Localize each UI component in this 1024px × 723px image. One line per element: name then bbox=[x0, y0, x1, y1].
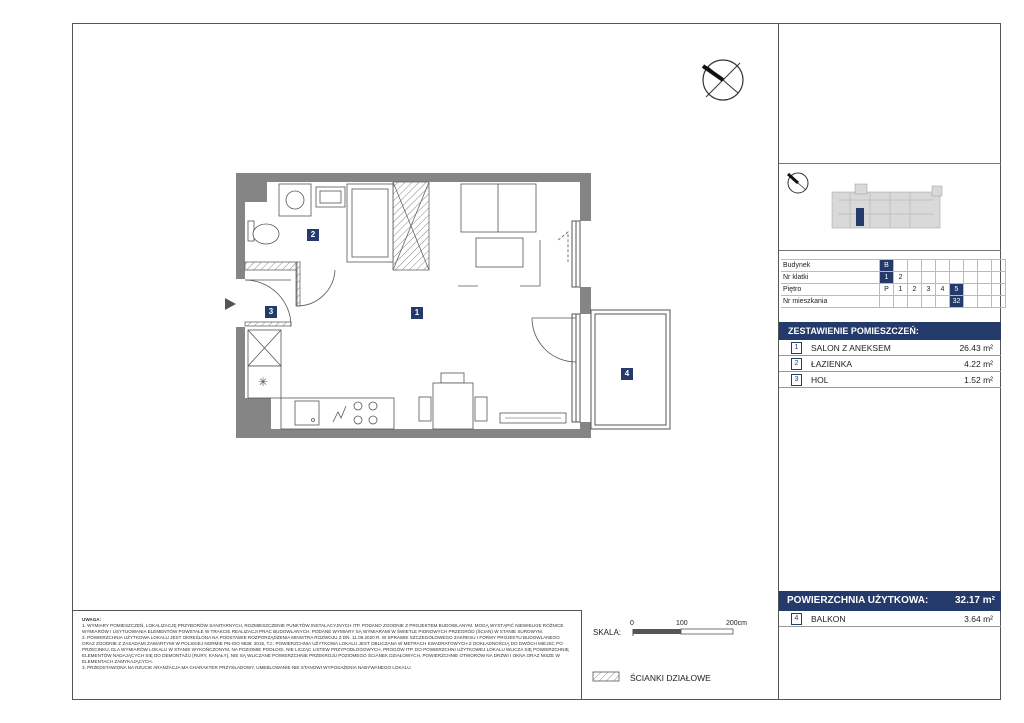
svg-text:✳: ✳ bbox=[258, 375, 269, 389]
mieszkania-label: Nr mieszkania bbox=[781, 296, 880, 308]
klatki-value: 2 bbox=[894, 272, 908, 284]
note-item: 2. POWIERZCHNIA UŻYTKOWA LOKALU JEST OKREŚLONA NA PODSTAWIE ROZPORZĄDZENIA MINISTRA ROZWOJU Z DN. 11.09.2020 R. W SPRAWIE SZCZEGÓŁOWEGO ZAKRESU I FORMY PROJEKTU BUDOWLANEGO ORAZ ZGODNIE Z ZASADAMI ZAWARTYMI W POLSKIEJ NORMIE PN-ISO 9836: 2015, TJ.: POWIERZCHNIA UŻYTKOWA LOKALU JEST OBLICZANA W METRACH KWADRATOWYCH Z DOKŁADNOŚCIĄ DO DWÓCH MIEJSC PO PRZECINKU, DLA WYMIARÓW LOKALU W STANIE WYKOŃCZONYM, NA POZIOMIE PODŁOGI, NIE LICZĄC LISTEW PRZYPODŁOGOWYCH, PROGÓW ITP. DO POWIERZCHNI UŻYTKOWEJ LOKALU WLICZA SIĘ POWIERZCHNIĘ ELEMENTÓW NADAJĄCYCH SIĘ DO DEMONTAŻU (RURY, KANAŁY), NIE SĄ WLICZANE POWIERZCHNIE PRZEKROJU POZIOMEGO ŚCIANEK DZIAŁOWYCH, POWIERZCHNIE OTWORÓW NA DRZWI I OKNA ORAZ NISZE W ELEMENTACH ZAMYKAJĄCYCH. bbox=[82, 635, 569, 664]
table-row bbox=[781, 260, 1006, 272]
list-item bbox=[779, 611, 1001, 627]
mieszkania-value: 32 bbox=[950, 296, 964, 308]
pietro-value: P bbox=[880, 284, 894, 296]
kitchen-counter bbox=[281, 398, 394, 429]
table-row bbox=[781, 284, 1006, 296]
pietro-value: 4 bbox=[936, 284, 950, 296]
scale-bar bbox=[633, 629, 733, 636]
list-item bbox=[779, 372, 1001, 388]
room-name: SALON Z ANEKSEM bbox=[811, 343, 891, 353]
pietro-value: 1 bbox=[894, 284, 908, 296]
list-item bbox=[779, 356, 1001, 372]
room-area: 26.43 m² bbox=[959, 343, 993, 353]
room-label-balcony: 4 bbox=[621, 368, 633, 380]
room-number: 3 bbox=[791, 374, 802, 386]
location-minimap bbox=[788, 173, 942, 228]
room-label-bathroom: 2 bbox=[307, 229, 319, 241]
budynek-label: Budynek bbox=[781, 260, 880, 272]
window bbox=[572, 221, 580, 422]
room-number: 1 bbox=[791, 342, 802, 354]
wardrobe bbox=[248, 330, 281, 398]
note-item: 1. WYMIARY POMIESZCZEŃ, LOKALIZACJĘ PRZYBORÓW SANITARNYCH, ROZMIESZCZENIE PUNKTÓW INSTALACYJNYCH ITP. PODANO ZGODNIE Z PROJEKTEM BUDOWLANYM. MOGĄ WYSTĄPIĆ NIEWIELKIE RÓŻNICE WYMIARÓW I USYTUOWANIA ELEMENTÓW POWSTAŁE W TRAKCIE REALIZACJI PRAC BUDOWLANYCH. PODANE WYMIARY SĄ WYMIARAMI W ŚWIETLE PIONOWYCH PRZEGRÓD (ŚCIAN) W STANIE SUROWYM. bbox=[82, 623, 564, 634]
legend-swatch bbox=[593, 672, 619, 681]
pietro-value: 3 bbox=[922, 284, 936, 296]
table-row bbox=[781, 272, 1006, 284]
pietro-label: Piętro bbox=[781, 284, 880, 296]
table-row bbox=[781, 296, 1006, 308]
total-area-label: POWIERZCHNIA UŻYTKOWA: bbox=[787, 595, 929, 606]
total-area-value: 32.17 m² bbox=[954, 595, 995, 606]
room-label-hall: 3 bbox=[265, 306, 277, 318]
notes-panel bbox=[72, 610, 582, 700]
room-number: 2 bbox=[791, 358, 802, 370]
entrance-arrow-icon bbox=[225, 298, 236, 310]
sofa bbox=[458, 184, 540, 286]
apartment-info-table bbox=[781, 259, 1006, 308]
budynek-value: B bbox=[880, 260, 894, 272]
room-area: 1.52 m² bbox=[964, 375, 993, 385]
pietro-value: 2 bbox=[908, 284, 922, 296]
room-name: HOL bbox=[811, 375, 829, 385]
room-name: BALKON bbox=[811, 614, 846, 624]
notes-title: UWAGA: bbox=[82, 617, 102, 622]
room-area: 3.64 m² bbox=[964, 614, 993, 624]
list-item bbox=[779, 340, 1001, 356]
summary-heading: ZESTAWIENIE POMIESZCZEŃ: bbox=[779, 322, 1001, 340]
room-name: ŁAZIENKA bbox=[811, 359, 853, 369]
room-label-living-room: 1 bbox=[411, 307, 423, 319]
scale-tick-label: 100 bbox=[676, 620, 688, 627]
pietro-value: 5 bbox=[950, 284, 964, 296]
compass-icon bbox=[703, 60, 743, 100]
room-number: 4 bbox=[791, 613, 802, 625]
klatki-label: Nr klatki bbox=[781, 272, 880, 284]
scale-tick-label: 0 bbox=[630, 620, 634, 627]
klatki-value: 1 bbox=[880, 272, 894, 284]
total-area-bar bbox=[779, 591, 1001, 611]
scale-label: SKALA: bbox=[593, 628, 622, 637]
room-area: 4.22 m² bbox=[964, 359, 993, 369]
bathroom-fixtures bbox=[248, 184, 393, 262]
legend-label: ŚCIANKI DZIAŁOWE bbox=[630, 673, 711, 683]
note-item: 3. PRZEDSTAWIONA NA RZUCIE ARANŻACJA MA CHARAKTER PRZYKŁADOWY, UMEBLOWANIE NIE STANOWI WYPOSAŻENIA NABYWANEGO LOKALU. bbox=[82, 665, 412, 670]
dining-table bbox=[419, 373, 487, 429]
scale-tick-label: 200cm bbox=[726, 620, 748, 627]
